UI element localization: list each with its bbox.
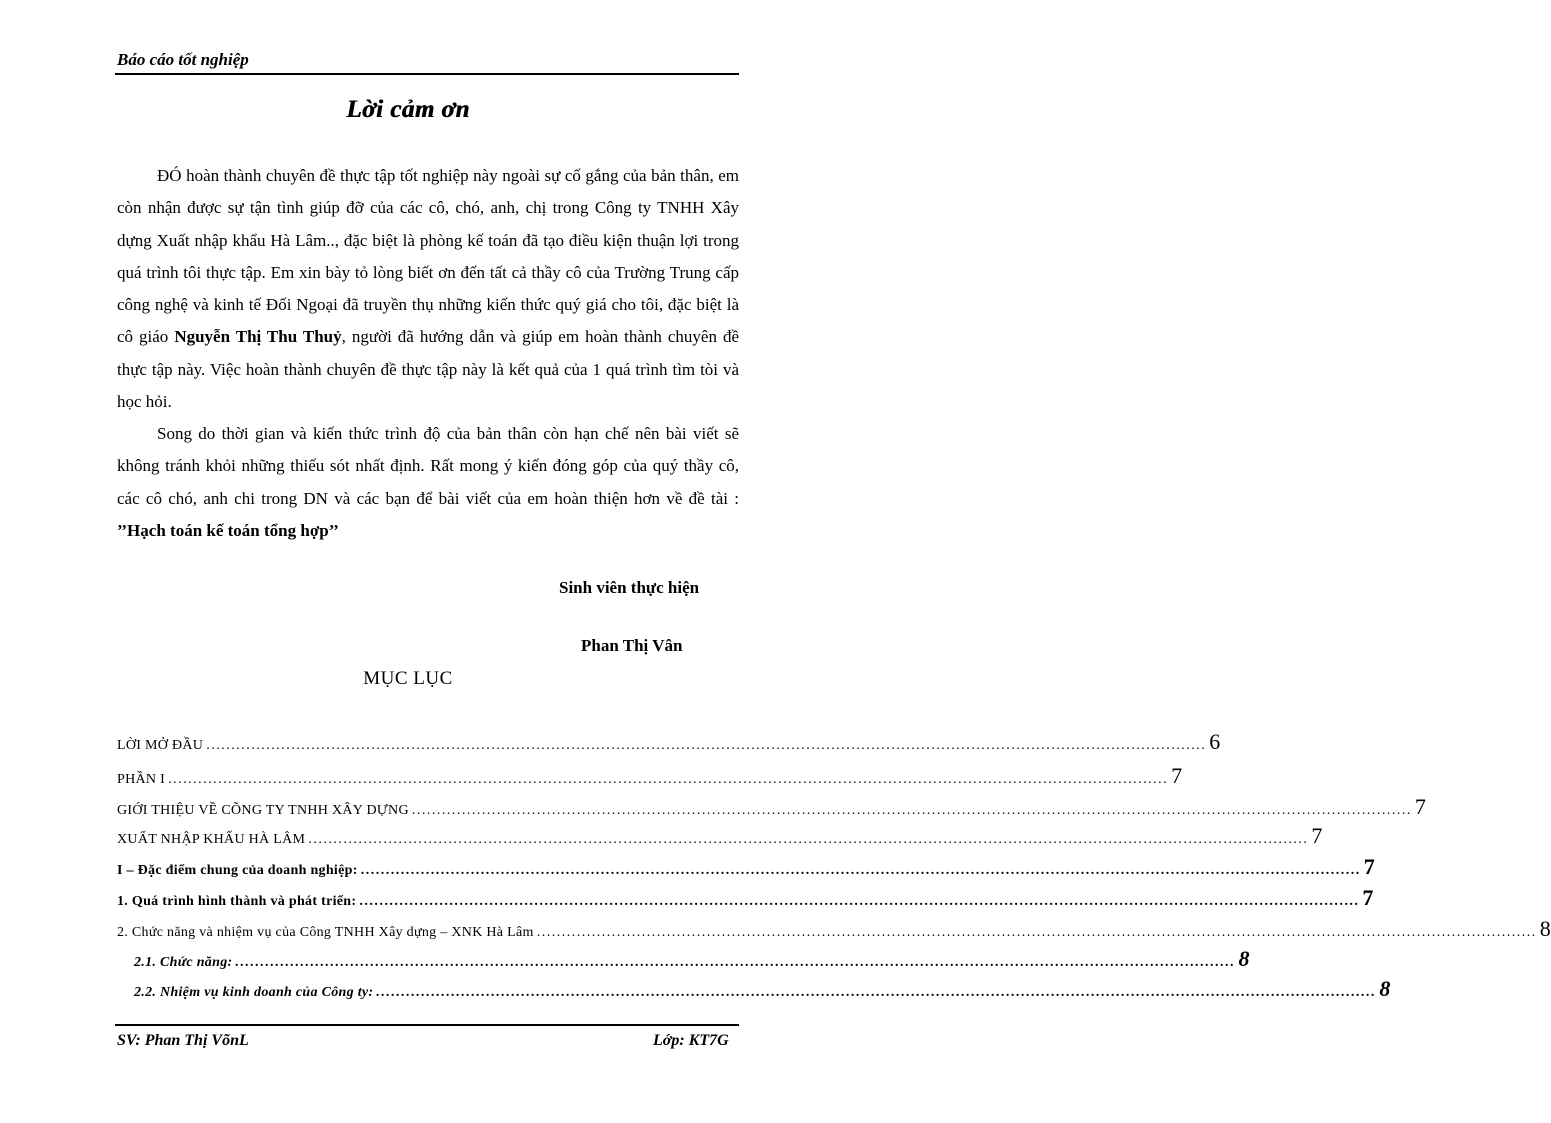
toc-leader: ........................................................................................................................................................................................................ — [376, 985, 1377, 1000]
toc-entry[interactable] — [134, 946, 1250, 971]
acknowledgement-paragraph-2 — [117, 418, 739, 547]
toc-entry-page: 7 — [1171, 763, 1183, 788]
signature-role: Sinh viên thực hiện — [559, 578, 700, 597]
teacher-name: Nguyễn Thị Thu Thuỷ — [174, 327, 342, 347]
toc-entry-page: 7 — [1311, 823, 1323, 848]
footer-class: Lớp: KT7G — [653, 1032, 729, 1049]
signature-name: Phan Thị Vân — [581, 636, 683, 655]
toc-leader: ........................................................................................................................................................................................................ — [359, 894, 1360, 909]
toc-entry-page: 7 — [1414, 794, 1427, 819]
paragraph-2-text: Song do thời gian và kiến thức trình độ của bản thân còn hạn chế nên bài viết sẽ không tránh khỏi những thiếu sót nhất định. Rất mong ý kiến đóng góp của quý thầy cô, các cô chó, anh chi trong DN và các bạn để bài viết của em hoàn thiện hơn về đề tài : — [117, 424, 739, 508]
toc-entry[interactable] — [117, 729, 1221, 754]
toc-entry-label: 2.1. Chức năng: — [134, 955, 233, 970]
toc-entry-label: PHẦN I — [117, 772, 166, 787]
footer-rule — [115, 1024, 739, 1026]
toc-entry-page: 7 — [1363, 854, 1375, 879]
footer-student: SV: Phan Thị VõnL — [117, 1032, 249, 1049]
toc-leader: ........................................................................................................................................................................................................ — [308, 832, 1309, 847]
toc-entry[interactable] — [117, 763, 1183, 788]
toc-entry-page: 6 — [1209, 729, 1221, 754]
paragraph-1-text-end: , người đã hướng dẫn và giúp em hoàn thành chuyên đề thực tập này. Việc hoàn thành chuyên đề thực tập này là kết quả của 1 quá trình tìm tòi và học hỏi. — [117, 327, 739, 412]
toc-leader: ........................................................................................................................................................................................................ — [536, 925, 1537, 940]
toc-entry-page: 7 — [1362, 885, 1374, 910]
toc-leader: ........................................................................................................................................................................................................ — [168, 772, 1169, 787]
toc-entry-label: 1. Quá trình hình thành và phát triển: — [117, 894, 357, 909]
toc-entry[interactable] — [117, 854, 1375, 879]
toc-entry-page: 8 — [1539, 916, 1551, 941]
toc-entry-label: 2. Chức năng và nhiệm vụ của Công TNHH Xây dựng – XNK Hà Lâm — [117, 925, 534, 940]
toc-entry-label: GIỚI THIỆU VỀ CÕNG TY TNHH XÂY DỰNG — [117, 803, 409, 818]
toc-leader: ........................................................................................................................................................................................................ — [206, 738, 1207, 753]
toc-leader: ........................................................................................................................................................................................................ — [411, 803, 1412, 818]
toc-entry-page: 8 — [1238, 946, 1250, 971]
report-topic: ’’Hạch toán kế toán tổng hợp’’ — [117, 520, 339, 540]
toc-entry-label: 2.2. Nhiệm vụ kinh doanh của Công ty: — [134, 985, 374, 1000]
toc-leader: ........................................................................................................................................................................................................ — [235, 955, 1236, 970]
toc-title: MỤC LỤC — [363, 668, 453, 689]
toc-entry[interactable] — [117, 823, 1323, 848]
paragraph-1-text: ĐÓ hoàn thành chuyên đề thực tập tốt nghiệp này ngoài sự cố gắng của bản thân, em còn nhận được sự tận tình giúp đỡ của các cô, chó, anh, chị trong Công ty TNHH Xây dựng Xuất nhập khẩu Hà Lâm.., đặc biệt là phòng kế toán đã tạo điều kiện thuận lợi trong quá trình tôi thực tập. Em xin bày tỏ lòng biết ơn đến tất cả thầy cô của Trường Trung cấp công nghệ và kinh tế Đối Ngoại đã truyền thụ những kiến thức quý giá cho tôi, đặc biệt là cô giáo — [117, 166, 739, 347]
acknowledgement-title: Lời cảm ơn — [346, 96, 470, 123]
toc-entry[interactable] — [117, 885, 1374, 910]
toc-leader: ........................................................................................................................................................................................................ — [360, 863, 1361, 878]
toc-entry[interactable] — [117, 916, 1551, 941]
acknowledgement-paragraph-1 — [117, 160, 739, 418]
toc-entry[interactable] — [117, 794, 1427, 819]
toc-entry-page: 8 — [1379, 976, 1391, 1001]
header-title: Báo cáo tốt nghiệp — [117, 50, 249, 69]
toc-entry[interactable] — [134, 976, 1391, 1001]
toc-entry-label: XUẤT NHẬP KHẨU HÀ LÂM — [117, 832, 306, 847]
toc-entry-label: LỜI MỞ ĐẦU — [117, 738, 204, 753]
toc-entry-label: I – Đặc điểm chung của doanh nghiệp: — [117, 863, 358, 878]
header-rule — [115, 73, 739, 75]
